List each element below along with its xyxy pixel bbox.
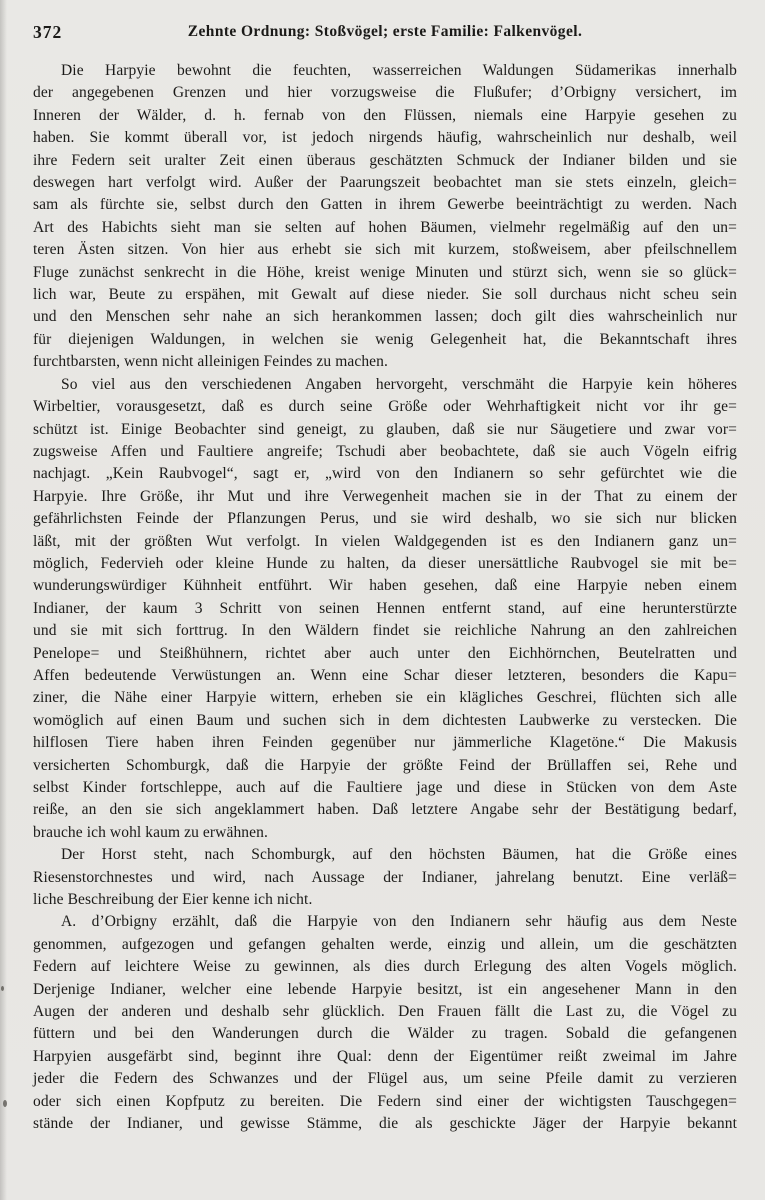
- text-line: Derjenige Indianer, welcher eine lebende Harpyie besitzt, ist ein angesehener Mann in den: [33, 980, 737, 998]
- text-line: Fluge zunächst senkrecht in die Höhe, kreist wenige Minuten und stürzt sich, wenn sie so glück=: [33, 263, 737, 281]
- text-line: Der Horst steht, nach Schomburgk, auf den höchsten Bäumen, hat die Größe eines: [61, 846, 737, 864]
- text-line: teren Ästen sitzen. Von hier aus erhebt sie sich mit kurzem, stoßweisem, aber pfeilschnellem: [33, 241, 737, 259]
- text-line: Augen der anderen und deshalb sehr glücklich. Den Frauen fällt die Last zu, die Vögel zu: [33, 1003, 737, 1021]
- text-line: ziner, die Nähe einer Harpyie wittern, erheben sie ein klägliches Geschrei, flüchten sich alle: [33, 689, 737, 707]
- scan-edge-shadow: [0, 0, 7, 1200]
- text-line: läßt, mit der größten Wut verfolgt. In vielen Waldgegenden ist es den Indianern ganz un=: [33, 532, 737, 550]
- text-line: für diejenigen Waldungen, in welchen sie wenig Gelegenheit hat, die Bekanntschaft ihres: [33, 330, 737, 348]
- text-line: brauche ich wohl kaum zu erwähnen.: [33, 823, 268, 841]
- text-line: schützt ist. Einige Beobachter sind geneigt, zu glauben, daß sie nur Säugetiere und zwar vor=: [33, 420, 737, 438]
- text-line: jeder die Federn des Schwanzes und der Flügel aus, um seine Pfeile damit zu verzieren: [33, 1070, 737, 1088]
- text-line: füttern und bei den Wanderungen durch die Wälder zu tragen. Sobald die gefangenen: [33, 1025, 737, 1043]
- running-title: Zehnte Ordnung: Stoßvögel; erste Familie: Falkenvögel.: [187, 23, 583, 40]
- text-line: ihre Federn seit uralter Zeit einen überaus geschätzten Schmuck der Indianer bilden und sie: [33, 151, 737, 169]
- text-line: genommen, aufgezogen und gefangen gehalten werde, einzig und allein, um die geschätzten: [33, 935, 737, 953]
- text-line: versicherten Schomburgk, daß die Harpyie der größte Feind der Brüllaffen sei, Rehe und: [33, 756, 737, 774]
- text-block: [33, 60, 737, 1136]
- text-line: lich war, Beute zu erspähen, mit Gewalt auf diese nieder. Sie soll durchaus nicht scheu sein: [33, 286, 737, 304]
- scan-speck: [1, 986, 4, 991]
- text-line: hilflosen Tiere haben ihren Feinden gegenüber nur jämmerliche Klagetöne.“ Die Makusis: [33, 734, 737, 752]
- text-line: selbst Kinder fortschleppe, auch auf die Faultiere jage und diese in Stücken von dem Aste: [33, 779, 737, 796]
- text-line: Affen bedeutende Verwüstungen an. Wenn eine Schar dieser letzteren, besonders die Kapu=: [33, 666, 737, 684]
- page-header: [33, 22, 737, 46]
- text-line: der angegebenen Grenzen und hier vorzugsweise die Flußufer; d’Orbigny versichert, im: [33, 84, 737, 102]
- text-line: Inneren der Wälder, d. h. fernab von den Flüssen, niemals eine Harpyie gesehen zu: [33, 106, 737, 124]
- paragraph: [33, 374, 737, 845]
- text-line: und sie mit sich forttrug. In den Wäldern findet sie reichliche Nahrung an den zahlreichen: [33, 622, 737, 640]
- text-line: So viel aus den verschiedenen Angaben hervorgeht, verschmäht die Harpyie kein höheres: [61, 375, 737, 393]
- text-line: reiße, an den sie sich angeklammert haben. Daß letztere Angabe sehr der Bestätigung bedarf,: [33, 801, 737, 819]
- text-line: Harpyie. Ihre Größe, ihr Mut und ihre Verwegenheit machen sie in der That zu einem der: [33, 487, 737, 505]
- text-line: Harpyien ausgefärbt sind, beginnt ihre Qual: denn der Eigentümer reißt zweimal im Jahre: [33, 1047, 737, 1065]
- text-line: womöglich auf einen Baum und suchen sich in dem dichtesten Laubwerke zu verstecken. Die: [33, 711, 737, 729]
- text-line: Art des Habichts sieht man sie selten auf hohen Bäumen, vielmehr regelmäßig auf den un=: [33, 218, 737, 236]
- text-line: Riesenstorchnestes und wird, nach Aussage der Indianer, jahrelang benutzt. Eine verläß=: [33, 868, 737, 886]
- text-line: wunderungswürdiger Kühnheit entführt. Wir haben gesehen, daß eine Harpyie neben einem: [33, 577, 737, 595]
- text-line: und den Menschen sehr nahe an sich herankommen lassen; doch gilt dies wahrscheinlich nur: [33, 308, 737, 326]
- paragraph: [33, 60, 737, 374]
- text-line: gefährlichsten Feinde der Pflanzungen Perus, und sie wird deshalb, wo sie sich nur blicken: [33, 510, 737, 528]
- text-line: nachjagt. „Kein Raubvogel“, sagt er, „wird von den Indianern so sehr gefürchtet wie die: [33, 465, 737, 483]
- text-line: Die Harpyie bewohnt die feuchten, wasserreichen Waldungen Südamerikas innerhalb: [61, 62, 737, 79]
- text-line: oder sich einen Kopfputz zu bereiten. Die Federn sind einer der wichtigsten Tauschgegen=: [33, 1092, 737, 1110]
- text-line: zugsweise Affen und Faultiere angreife; Tschudi aber beobachtete, daß sie auch Vögeln eifrig: [33, 442, 737, 460]
- text-line: A. d’Orbigny erzählt, daß die Harpyie von den Indianern sehr häufig aus dem Neste: [61, 913, 737, 931]
- text-line: furchtbarsten, wenn nicht alleinigen Feindes zu machen.: [33, 353, 388, 371]
- page-number: 372: [33, 22, 63, 42]
- text-line: haben. Sie kommt überall vor, ist jedoch nirgends häufig, wahrscheinlich nur deshalb, weil: [33, 129, 737, 147]
- text-line: Wirbeltier, vorausgesetzt, daß es durch seine Größe oder Wehrhaftigkeit nicht vor ihr ge=: [33, 398, 737, 416]
- text-line: möglich, Federvieh oder kleine Hunde zu halten, da dieser unersättliche Raubvogel sie mit be=: [33, 554, 737, 572]
- text-line: stände der Indianer, und gewisse Stämme, die als geschickte Jäger der Harpyie bekannt: [33, 1115, 737, 1133]
- paragraph: [33, 911, 737, 1135]
- paragraph: [33, 844, 737, 911]
- text-line: Penelope= und Steißhühnern, richtet aber auch unter den Eichhörnchen, Beutelratten und: [33, 644, 737, 662]
- text-line: sam als fürchte sie, selbst durch den Gatten in ihrem Gewerbe beeinträchtigt zu werden. Nach: [33, 196, 737, 214]
- text-line: liche Beschreibung der Eier kenne ich nicht.: [33, 891, 313, 909]
- text-line: Federn auf leichtere Weise zu gewinnen, als dies durch Erlegung des alten Vogels möglich.: [33, 958, 737, 976]
- text-line: deswegen hart verfolgt wird. Außer der Paarungszeit beobachtet man sie stets einzeln, gleich=: [33, 174, 737, 192]
- scan-speck: [3, 1100, 7, 1107]
- text-line: Indianer, der kaum 3 Schritt von seinen Hennen entfernt stand, auf eine herunterstürzte: [33, 599, 737, 617]
